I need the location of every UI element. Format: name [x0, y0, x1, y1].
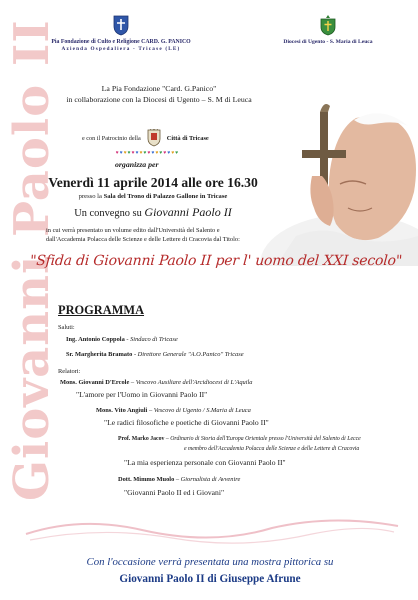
saluto-role: - Direttore Generale "A.O.Panico" Tricase — [133, 351, 244, 358]
foundation-subtitle: Azienda Ospedaliera - Tricase (LE) — [61, 46, 181, 52]
heart-icon: ♥ — [115, 151, 119, 156]
relatore-jacov-role2 — [184, 446, 359, 452]
intro-line-2: in collaborazione con la Diocesi di Ugento – S. M di Leuca — [66, 95, 252, 104]
talk-angiuli: "Le radici filosofiche e poetiche di Giovanni Paolo II" — [104, 418, 269, 427]
relatore-dercole — [60, 379, 253, 386]
relatore-name: Mons. Giovanni D'Ercole — [60, 379, 130, 386]
saluto-coppola — [66, 336, 178, 343]
relatore-role: – Ordinario di Storia dell'Europa Orientale presso l'Università del Salento di Lecce — [165, 436, 361, 442]
relatore-role: – Vescovo di Ugento / S.Maria di Leuca — [148, 407, 251, 414]
relatore-name: Dott. Mimmo Muolo — [118, 476, 175, 483]
footer-exhibition-title: Giovanni Paolo II di Giuseppe Afrune — [119, 573, 301, 585]
heart-icon: ♥ — [175, 151, 179, 156]
foundation-name: Pia Fondazione di Culto e Religione CARD. G. PANICO — [51, 39, 191, 45]
intro-line-1: La Pia Fondazione "Card. G.Panico" — [101, 84, 217, 93]
relatore-role: – Giornalista di Avvenire — [175, 476, 241, 483]
relatore-angiuli — [96, 407, 251, 414]
heart-icon: ♥ — [123, 151, 127, 156]
venue-prefix: presso la — [78, 193, 102, 200]
tricase-crest-icon — [147, 129, 161, 147]
relatore-role: – Vescovo Ausiliare dell'Arcidiocesi di L'Aquila — [130, 379, 253, 386]
saluti-label: Saluti: — [58, 324, 75, 331]
heart-icon: ♥ — [163, 151, 167, 156]
decorative-hearts — [92, 151, 202, 157]
heart-icon: ♥ — [155, 151, 159, 156]
diocese-name: Diocesi di Ugento - S. Maria di Leuca — [283, 39, 373, 45]
heart-icon: ♥ — [135, 151, 139, 156]
relatore-role: e membro dell'Accademia Polacca delle Scienze e delle Lettere di Cracovia — [184, 446, 360, 452]
relatore-name: Mons. Vito Angiuli — [96, 407, 148, 414]
patronage-prefix: e con il Patrocinio della — [82, 134, 141, 142]
saluto-name: Sr. Margherita Bramato — [66, 351, 133, 358]
footer-exhibition-note: Con l'occasione verrà presentata una mostra pittorica su — [86, 556, 334, 568]
heart-icon: ♥ — [119, 151, 123, 156]
saluto-name: Ing. Antonio Coppola — [66, 336, 125, 343]
patronage-city: Città di Tricase — [166, 134, 209, 142]
foundation-crest-icon — [112, 14, 130, 36]
heart-icon: ♥ — [143, 151, 147, 156]
header-diocese — [258, 14, 398, 45]
header-foundation — [36, 14, 206, 52]
decorative-swirl-icon — [22, 510, 402, 550]
heart-icon: ♥ — [139, 151, 143, 156]
relatore-name: Prof. Marko Jacov — [118, 436, 165, 442]
heart-icon: ♥ — [151, 151, 155, 156]
patronage — [82, 129, 232, 147]
programma-heading: PROGRAMMA — [58, 303, 145, 317]
volume-line-2: dall'Accademia Polacca delle Scienze e delle Lettere di Cracovia dal Titolo: — [46, 236, 240, 243]
organizza-label: organizza per — [115, 160, 159, 169]
talk-muolo: "Giovanni Paolo II ed i Giovani" — [124, 488, 225, 497]
saluto-bramato — [66, 351, 244, 358]
volume-description — [46, 226, 276, 244]
event-venue — [38, 193, 268, 200]
relatore-muolo — [118, 476, 240, 483]
convegno-prefix: Un convegno su — [74, 208, 142, 219]
intro-text — [44, 83, 274, 105]
talk-jacov: "La mia esperienza personale con Giovanni Paolo II" — [124, 458, 286, 467]
heart-icon: ♥ — [171, 151, 175, 156]
volume-line-1: in cui verrà presentato un volume edito dall'Università del Salento e — [46, 227, 220, 234]
heart-icon: ♥ — [127, 151, 131, 156]
event-date: Venerdì 11 aprile 2014 alle ore 16.30 — [48, 175, 258, 190]
heart-icon: ♥ — [131, 151, 135, 156]
convegno-line — [38, 205, 268, 220]
pope-portrait-icon — [256, 96, 418, 266]
book-title: "Sfida di Giovanni Paolo II per l' uomo del XXI secolo" — [29, 253, 403, 269]
pope-photo — [256, 96, 418, 266]
convegno-subject: Giovanni Paolo II — [144, 205, 232, 219]
diocese-crest-icon — [318, 14, 338, 36]
talk-dercole: "L'amore per l'Uomo in Giovanni Paolo II" — [76, 390, 208, 399]
relatore-jacov — [118, 436, 361, 442]
heart-icon: ♥ — [147, 151, 151, 156]
vertical-title: Giovanni Paolo II — [4, 19, 60, 501]
heart-icon: ♥ — [167, 151, 171, 156]
saluto-role: - Sindaco di Tricase — [126, 336, 178, 343]
heart-icon: ♥ — [159, 151, 163, 156]
venue-name: Sala del Trono di Palazzo Gallone in Tricase — [103, 193, 228, 200]
relatori-label: Relatori: — [58, 368, 81, 375]
